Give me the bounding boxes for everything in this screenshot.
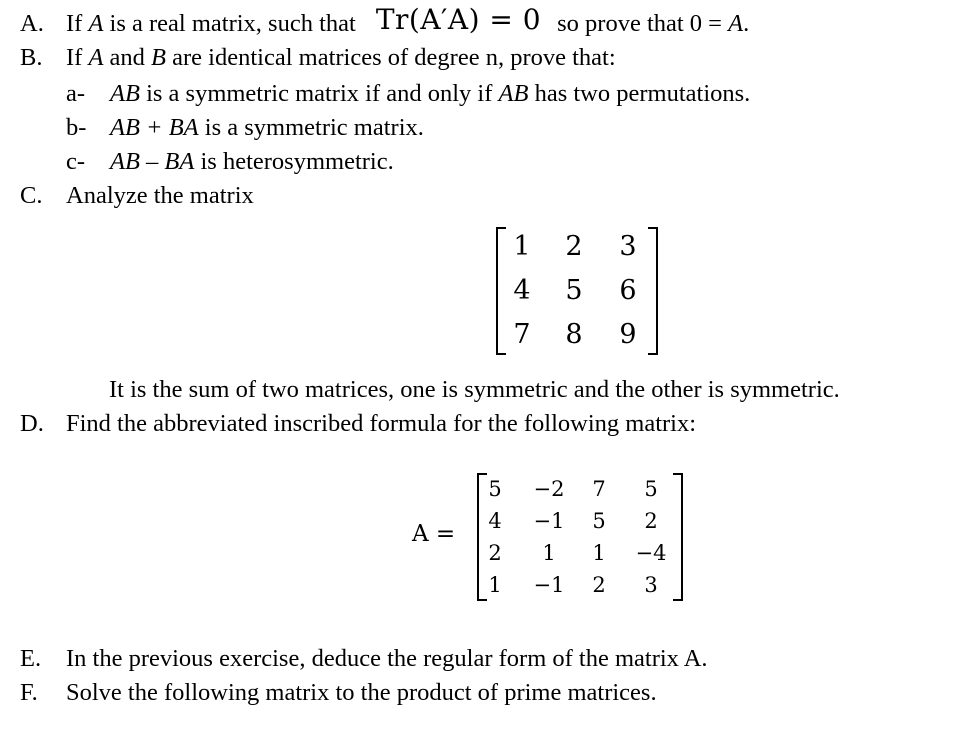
matrix-4x4-cell: 1	[542, 541, 556, 565]
matrix-4x4-cell: −1	[533, 509, 565, 533]
subitem-a-math-2: AB	[498, 80, 529, 107]
subitem-c-math: AB – BA	[110, 148, 195, 175]
subitem-a-label: a-	[66, 80, 86, 107]
matrix-4x4-cell: −4	[635, 541, 667, 565]
subitem-c	[66, 147, 394, 177]
item-c-label: C.	[20, 182, 43, 209]
matrix-4x4-cell: 5	[488, 477, 502, 501]
matrix-3x3	[496, 227, 658, 355]
item-b-label: B.	[20, 44, 43, 71]
subitem-b-label: b-	[66, 114, 87, 141]
subitem-b	[66, 113, 424, 143]
matrix-4x4-cell: −1	[533, 573, 565, 597]
item-e	[20, 644, 708, 674]
item-a-text-pre: If	[66, 10, 89, 37]
matrix-4x4	[477, 473, 683, 601]
item-a-label: A.	[20, 10, 44, 37]
subitem-c-text: is heterosymmetric.	[194, 148, 394, 175]
item-d	[20, 409, 696, 439]
matrix-3x3-cell: 9	[619, 319, 637, 350]
matrix-3x3-cell: 6	[619, 275, 637, 306]
subitem-a-math: AB	[110, 80, 140, 107]
subitem-b-text: is a symmetric matrix.	[198, 114, 424, 141]
item-f	[20, 678, 657, 708]
item-c-note: It is the sum of two matrices, one is symmetric and the other is symmetric.	[109, 376, 840, 403]
matrix-4x4-cell: 2	[592, 573, 606, 597]
item-b-var-a: A	[88, 44, 104, 71]
item-d-label: D.	[20, 410, 44, 437]
item-a	[20, 3, 750, 39]
matrix-4x4-cell: 4	[488, 509, 502, 533]
item-a-text-mid: is a real matrix, such that	[103, 10, 356, 37]
matrix-a-name: A =	[412, 521, 456, 547]
item-d-text: Find the abbreviated inscribed formula for the following matrix:	[66, 410, 697, 437]
trace-formula: Tr(A′A) = 0	[375, 3, 542, 36]
matrix-4x4-cell: 5	[592, 509, 606, 533]
item-b-text-pre: If	[66, 44, 89, 71]
item-a-var: A	[88, 10, 104, 37]
item-c	[20, 181, 254, 211]
item-b-text-post: are identical matrices of degree n, prove that:	[166, 44, 616, 71]
subitem-b-math: AB + BA	[110, 114, 199, 141]
subitem-c-label: c-	[66, 148, 86, 175]
matrix-3x3-cell: 4	[513, 275, 531, 306]
item-c-text: Analyze the matrix	[66, 182, 254, 209]
item-b-text-and: and	[103, 44, 152, 71]
item-a-end: .	[743, 10, 750, 37]
matrix-4x4-cell: 7	[592, 477, 606, 501]
matrix-3x3-cell: 2	[565, 231, 583, 262]
matrix-3x3-cell: 8	[565, 319, 583, 350]
matrix-4x4-cell: 1	[592, 541, 606, 565]
matrix-3x3-cell: 1	[513, 231, 531, 262]
item-a-var-2: A	[728, 10, 744, 37]
item-e-label: E.	[20, 645, 42, 672]
matrix-3x3-cell: 3	[619, 231, 637, 262]
subitem-a	[66, 79, 750, 109]
subitem-a-text: is a symmetric matrix if and only if	[139, 80, 499, 107]
matrix-4x4-cell: 2	[488, 541, 502, 565]
item-f-text: Solve the following matrix to the product of prime matrices.	[66, 679, 657, 706]
matrix-3x3-cell: 5	[565, 275, 583, 306]
item-e-text: In the previous exercise, deduce the regular form of the matrix A.	[66, 645, 708, 672]
matrix-4x4-cell: 2	[644, 509, 658, 533]
item-f-label: F.	[20, 679, 38, 706]
matrix-4x4-cell: 3	[644, 573, 658, 597]
item-b-var-b: B	[151, 44, 167, 71]
subitem-a-text-2: has two permutations.	[528, 80, 751, 107]
matrix-3x3-cell: 7	[513, 319, 531, 350]
item-a-text-post: so prove that 0 =	[557, 10, 729, 37]
matrix-4x4-cell: 5	[644, 477, 658, 501]
matrix-4x4-cell: 1	[488, 573, 502, 597]
item-b	[20, 43, 616, 73]
matrix-4x4-cell: −2	[533, 477, 565, 501]
